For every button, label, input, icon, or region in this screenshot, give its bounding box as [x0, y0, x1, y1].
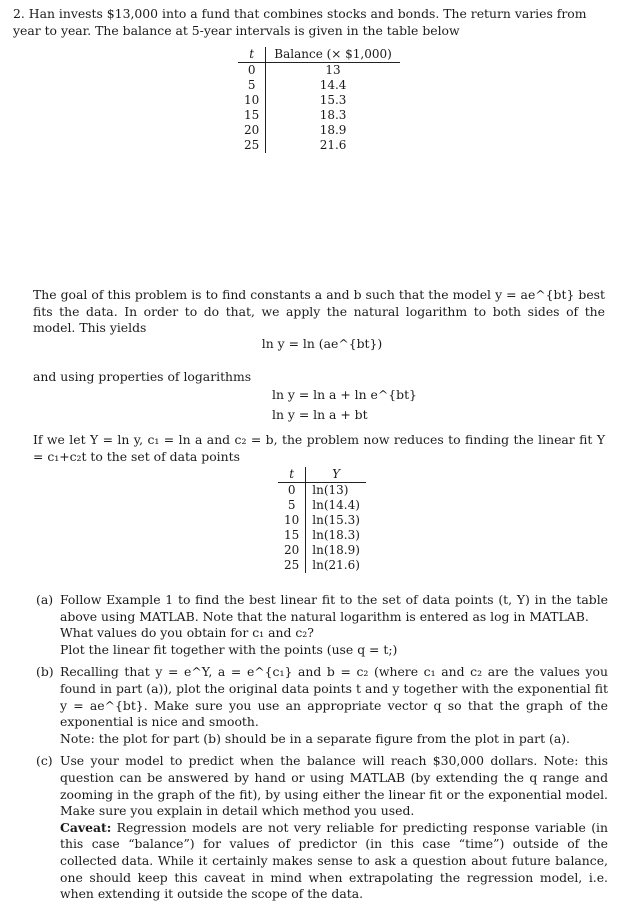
table-row	[238, 138, 400, 153]
cell-t: 15	[238, 108, 266, 123]
table-row	[238, 108, 400, 123]
cell-balance: 18.3	[319, 108, 347, 122]
cell-y: ln(14.4)	[312, 498, 360, 512]
table-row	[238, 93, 400, 108]
part-b-text-2: Note: the plot for part (b) should be in a separate figure from the plot in part (a).	[60, 730, 570, 746]
table-row	[278, 543, 366, 558]
balance-table	[238, 47, 400, 153]
linear-fit-paragraph: If we let Y = ln y, c₁ = ln a and c₂ = b, the problem now reduces to finding the linear fit Y = c₁+c₂t to the set of data points	[33, 432, 605, 464]
table-row	[278, 498, 366, 513]
table-row	[278, 483, 366, 499]
cell-y: ln(15.3)	[312, 513, 360, 527]
cell-t: 10	[278, 513, 306, 528]
cell-t: 0	[278, 483, 306, 499]
table-row	[278, 558, 366, 573]
cell-y: ln(21.6)	[312, 558, 360, 572]
part-a-text-2: What values do you obtain for c₁ and c₂?	[60, 625, 314, 641]
part-a	[30, 592, 608, 658]
part-b-label: (b)	[36, 664, 54, 680]
col-y-header: Y	[306, 467, 366, 483]
part-a-text-3: Plot the linear fit together with the points (use q = t;)	[60, 641, 398, 657]
goal-paragraph: The goal of this problem is to find constants a and b such that the model y = ae^{bt} best fits the data. In order to do that, we apply the natural logarithm to both sides of the model. This yields	[33, 287, 605, 336]
equation-1: ln y = ln (ae^{bt})	[261, 336, 383, 351]
cell-balance: 13	[325, 63, 341, 77]
cell-t: 0	[238, 63, 266, 79]
part-b-text-1: Recalling that y = e^Y, a = e^{c₁} and b = c₂ (where c₁ and c₂ are the values you found in part (a)), plot the original data points t and y together with the exponential fit y = ae^{bt}. Make sure you use an appropriate vector q so that the graph of the exponential is nice and smooth.	[60, 664, 608, 730]
parts-list	[30, 592, 608, 905]
table-header	[278, 467, 366, 483]
cell-t: 20	[278, 543, 306, 558]
part-a-text-1: Follow Example 1 to find the best linear fit to the set of data points (t, Y) in the table above using MATLAB. Note that the natural logarithm is entered as log in MATLAB.	[60, 592, 608, 624]
part-c	[30, 753, 608, 902]
problem-intro	[13, 6, 613, 39]
part-c-label: (c)	[36, 753, 53, 769]
col-balance-header: Balance (× $1,000)	[266, 47, 400, 63]
cell-balance: 18.9	[319, 123, 347, 137]
equation-2: ln y = ln a + ln e^{bt}	[272, 387, 417, 402]
cell-balance: 14.4	[319, 78, 347, 92]
col-t-header: t	[278, 467, 306, 483]
part-b	[30, 664, 608, 747]
part-c-text-1: Use your model to predict when the balance will reach $30,000 dollars. Note: this question can be answered by hand or using MATLAB (by extending the q range and zooming in the graph of the fit), by using either the linear fit or the exponential model. Make sure you explain in detail which method you used.	[60, 753, 608, 819]
equation-3: ln y = ln a + bt	[272, 407, 368, 422]
part-a-label: (a)	[36, 592, 54, 607]
caveat-text: Regression models are not very reliable for predicting response variable (in this case “balance”) for values of predictor (in this case “time”) outside of the collected data. While it certainly makes sense to ask a question about future balance, one should keep this caveat in mind when extrapolating the regression model, i.e. when extending it outside the scope of the data.	[60, 819, 608, 902]
problem-number: 2.	[13, 6, 25, 21]
cell-balance: 15.3	[319, 93, 347, 107]
caveat-paragraph	[60, 820, 608, 903]
cell-t: 15	[278, 528, 306, 543]
cell-t: 25	[278, 558, 306, 573]
cell-t: 20	[238, 123, 266, 138]
table-row	[238, 78, 400, 93]
cell-y: ln(18.9)	[312, 543, 360, 557]
log-table	[278, 467, 366, 573]
problem-intro-text: Han invests $13,000 into a fund that combines stocks and bonds. The return varies from year to year. The balance at 5-year intervals is given in the table below	[13, 6, 587, 38]
cell-y: ln(13)	[312, 483, 349, 497]
table-row	[238, 123, 400, 138]
col-t-header: t	[238, 47, 266, 63]
cell-t: 5	[238, 78, 266, 93]
cell-t: 10	[238, 93, 266, 108]
table-row	[278, 513, 366, 528]
table-row	[238, 63, 400, 79]
cell-t: 5	[278, 498, 306, 513]
table-row	[278, 528, 366, 543]
cell-t: 25	[238, 138, 266, 153]
using-properties-text: and using properties of logarithms	[33, 369, 252, 384]
cell-balance: 21.6	[319, 138, 347, 152]
cell-y: ln(18.3)	[312, 528, 360, 542]
caveat-label: Caveat:	[60, 819, 112, 835]
table-header	[238, 47, 400, 63]
